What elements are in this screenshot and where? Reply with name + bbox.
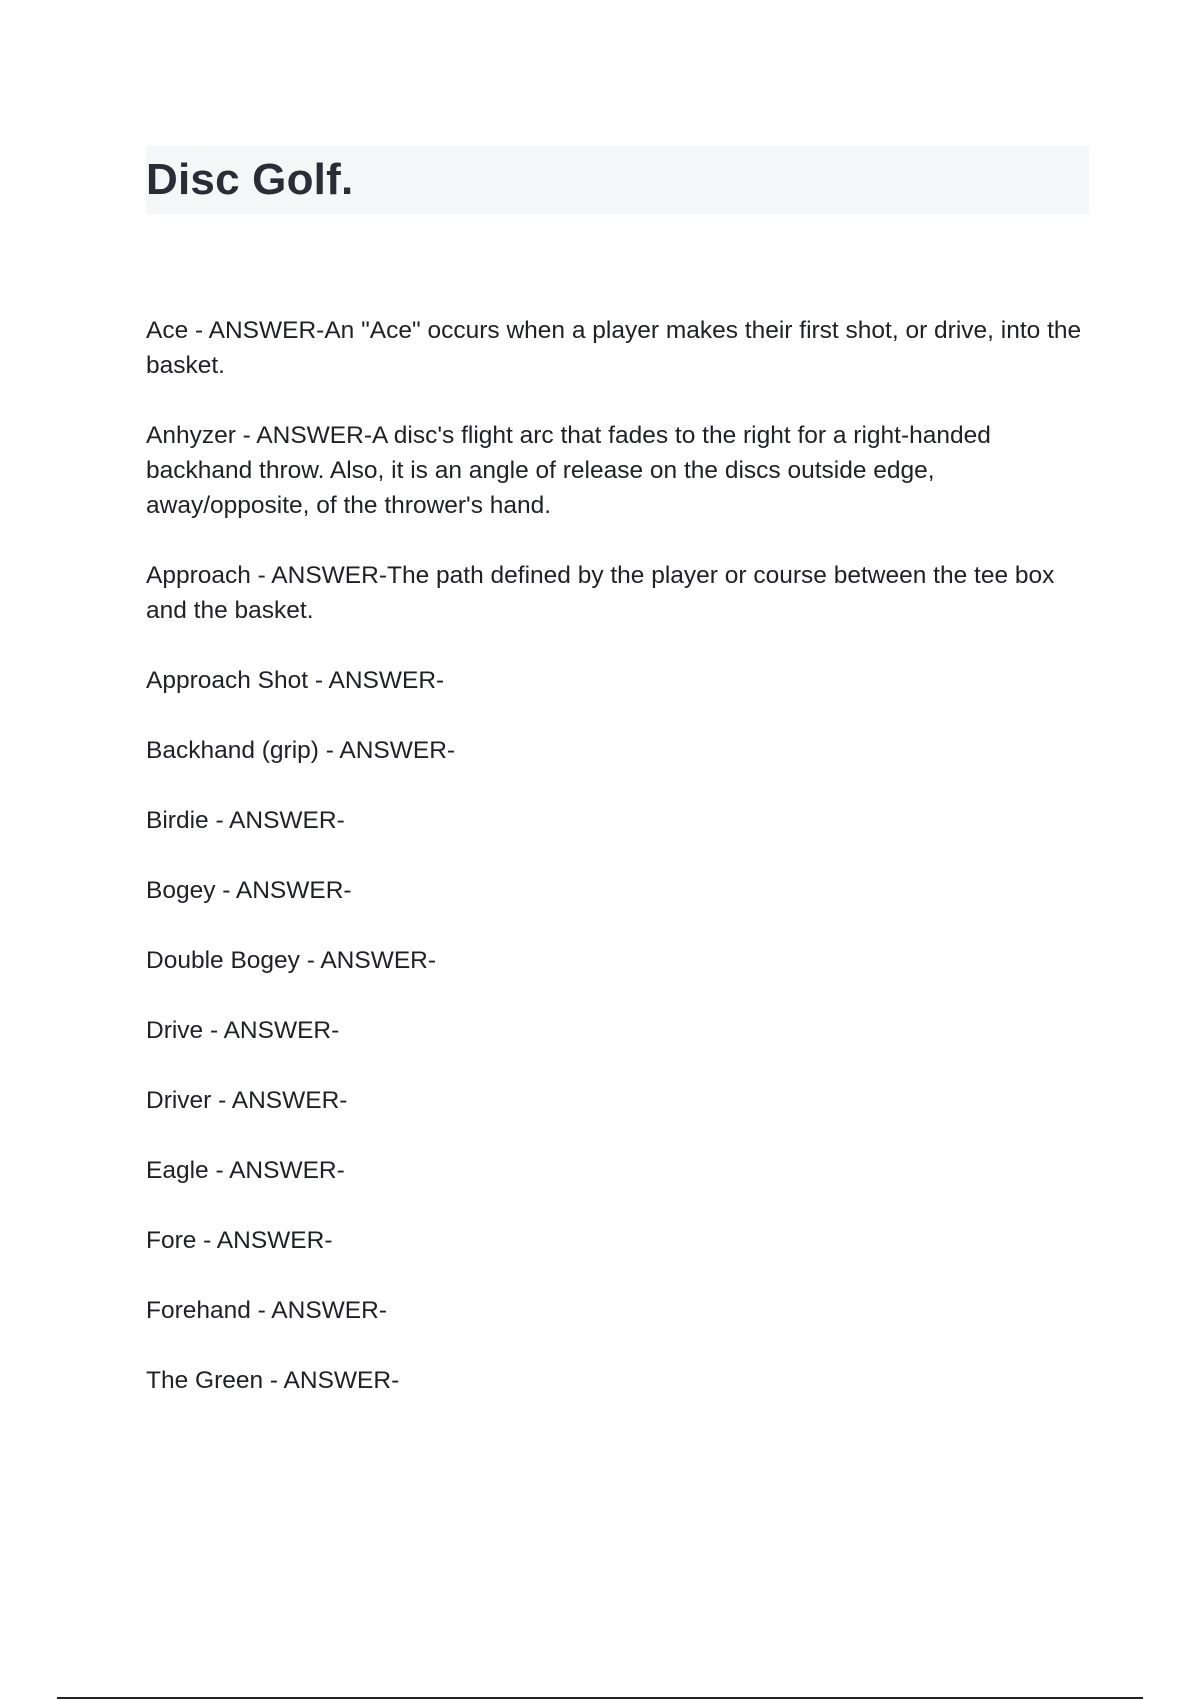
glossary-entry-ace: Ace - ANSWER-An "Ace" occurs when a player makes their first shot, or drive, into the basket. <box>146 317 1082 379</box>
glossary-entry-the-green: The Green - ANSWER- <box>146 1367 400 1394</box>
footer-divider <box>57 1697 1143 1699</box>
glossary-entry-birdie: Birdie - ANSWER- <box>146 807 345 834</box>
glossary-entry-backhand-grip: Backhand (grip) - ANSWER- <box>146 737 456 764</box>
glossary-entry-eagle: Eagle - ANSWER- <box>146 1157 345 1184</box>
glossary-list <box>146 313 1089 1433</box>
glossary-entry-anhyzer: Anhyzer - ANSWER-A disc's flight arc that fades to the right for a right-handed backhand throw. Also, it is an angle of release on the discs outside edge, away/opposite, of the thrower's hand. <box>146 422 991 519</box>
glossary-entry-approach-shot: Approach Shot - ANSWER- <box>146 667 445 694</box>
glossary-entry-double-bogey: Double Bogey - ANSWER- <box>146 947 437 974</box>
glossary-entry-approach: Approach - ANSWER-The path defined by the player or course between the tee box and the basket. <box>146 562 1055 624</box>
glossary-entry-bogey: Bogey - ANSWER- <box>146 877 352 904</box>
glossary-entry-forehand: Forehand - ANSWER- <box>146 1297 387 1324</box>
glossary-entry-driver: Driver - ANSWER- <box>146 1087 348 1114</box>
page-title: Disc Golf. <box>146 155 354 204</box>
title-banner <box>146 146 1089 214</box>
glossary-entry-fore: Fore - ANSWER- <box>146 1227 333 1254</box>
glossary-entry-drive: Drive - ANSWER- <box>146 1017 340 1044</box>
